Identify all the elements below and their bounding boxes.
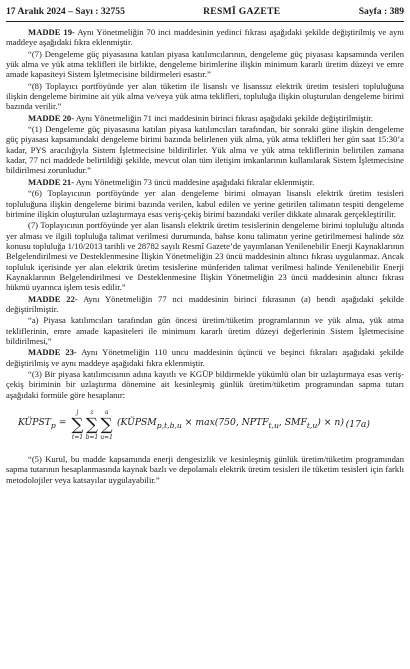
summation-symbol: a ∑ u=1 [100,408,113,441]
paragraph: MADDE 20- Aynı Yönetmeliğin 71 inci maddesinin birinci fıkrası aşağıdaki şekilde değiştirilmiştir. [28,112,373,123]
formula-lhs: $KÜPST_p$ = [18,417,67,431]
issue-date: 17 Aralık 2024 – Sayı : 32755 [6,6,125,17]
paragraph: “(3) Bir piyasa katılımcısının adına kayıtlı ve KGÜP bildirmekle yükümlü olan bir uzlaştırmaya esas veriş-çekiş biriminin bir uzlaştırma dönemine ait kesinleşmiş günlük üretim/tüketim programından sapma tutarı aşağıdaki formüle göre hesaplanır: [6,369,404,400]
paragraph: MADDE 23- Aynı Yönetmeliğin 110 uncu maddesinin üçüncü ve beşinci fıkraları aşağıdaki şekilde değiştirilmiş ve aynı maddeye aşağıdaki fıkra eklenmiştir. [6,347,404,368]
paragraph: “(5) Kurul, bu madde kapsamında enerji dengesizlik ve kesinleşmiş günlük üretim/tüketim programından sapma tutarının hesaplanmasında kaynak bazlı ve depolamalı elektrik üretim tesisleri ile tüketim tesisleri için farklı metodolojiler veya katsayılar uygulayabilir.” [6,454,404,485]
paragraph: (7) Toplayıcının portföyünde yer alan lisanslı elektrik üretim tesislerinin dengeleme birimi topluluğu altında yer alması ve ilgili topluluğa talimat verilmesi durumunda, bahse konu talimatın yerine getirilmemesi halinde söz konusu topluluğa 1/10/2013 tarihli ve 28782 sayılı Resmî Gazete’de yayımlanan Yenilenebilir Enerji Kaynaklarının Belgelendirilmesi ve Desteklenmesine İlişkin Yönetmeliğin 23 üncü maddesinin altıncı fıkrası uygulanmaz. Ancak topluluk içerisinde yer alan elektrik üretim tesislerine münferiden talimat verilmesi halinde Yenilenebilir Enerji Kaynaklarının Belgelendirilmesi ve Desteklenmesine İlişkin Yönetmeliğin 23 üncü maddesinin altıncı fıkrası hükmü uyarınca işlem tesis edilir.” [6,220,404,293]
page-header [6,6,404,20]
formula-17a [6,402,404,448]
paragraph: “(8) Toplayıcı portföyünde yer alan tüketim ile lisanslı ve lisanssız elektrik üretim tesisleri topluluğuna ilişkin dengeleme birimine ait yük alma ve/veya yük atma teklifleri, topluluğa ilişkin oluşturulan dengeleme birimi bazında verilir.” [6,80,404,112]
paragraph: MADDE 22- Aynı Yönetmeliğin 77 nci maddesinin birinci fıkrasının (a) bendi aşağıdaki şekilde değiştirilmiştir. [6,293,404,314]
paragraph: “(1) Dengeleme güç piyasasına katılan piyasa katılımcıları tarafından, bir sonraki güne ilişkin dengeleme güç piyasası kapsamındaki dengeleme birimi bazında belirlenen yük alma, yük atma teklifleri her gün saat 15:30’a kadar, PYS aracılığıyla Sistem İşletmecisine bildirilirler. Yük alma ve yük atma tekliflerinin belirtilen zamana kadar, 77 nci maddede belirtildiği şekilde, mevcut olan tüm iletişim imkanlarının kullanılarak Sistem İşletmecisine bildirilmesi zorunludur.” [6,124,404,176]
article-label: MADDE 20- [28,112,75,123]
equation-number: (17a) [345,418,370,430]
paragraph: MADDE 21- Aynı Yönetmeliğin 73 üncü maddesine aşağıdaki fıkralar eklenmiştir. [28,176,315,187]
article-label: MADDE 22- [28,293,78,304]
summation-symbol: z ∑ b=1 [85,408,99,441]
header-rule [6,21,404,22]
paragraph: “a) Piyasa katılımcıları tarafından gün öncesi üretim/tüketim programlarının ve yük alma, yük atma tekliflerinin, emre amade kapasiteleri ile minimum kararlı üretim düzeyi değerlerinin Sistem İşletmecisine bildirilmesi,” [6,315,404,346]
paragraph: MADDE 19- Aynı Yönetmeliğin 70 inci maddesinin yedinci fıkrası aşağıdaki şekilde değiştirilmiş ve aynı maddeye aşağıdaki fıkra eklenmiştir. [6,27,404,48]
masthead: RESMÎ GAZETE [203,6,281,17]
paragraph: “(6) Toplayıcının portföyünde yer alan dengeleme birimi olmayan lisanslı elektrik üretim tesisleri topluluğuna ilişkin dengeleme birimi bazında verilen, kabul edilen ve yerine getirilen talimatın tespiti dengeleme birimine ilişkin oluşturulan uzlaştırmaya esas veriş-çekiş birimi bazındaki veriler dikkate alınarak gerçekleştirilir. [6,188,404,219]
article-label: MADDE 19- [28,27,75,37]
article-label: MADDE 21- [28,176,75,187]
article-label: MADDE 23- [28,347,77,358]
document-body [6,27,404,485]
summation-symbol: j ∑ t=1 [71,408,84,441]
page-number: Sayfa : 389 [358,6,404,17]
formula-expression: ($KÜPSM_{p,t,b,u} \times \max(750$, $NPTF_{t,u}$, $SMF_{t,u}) \times n$) [116,417,344,431]
paragraph: “(7) Dengeleme güç piyasasına katılan piyasa katılımcılarının, dengeleme güç piyasası kapsamında verilen yük alma ve yük atma teklifleri ile birlikte, dengeleme birimlerine ilişkin minimum kararlı üretim düzeyi ve emre amade kapasiteyi Sistem İşletmecisine bildirmeleri esastır.” [6,48,404,80]
